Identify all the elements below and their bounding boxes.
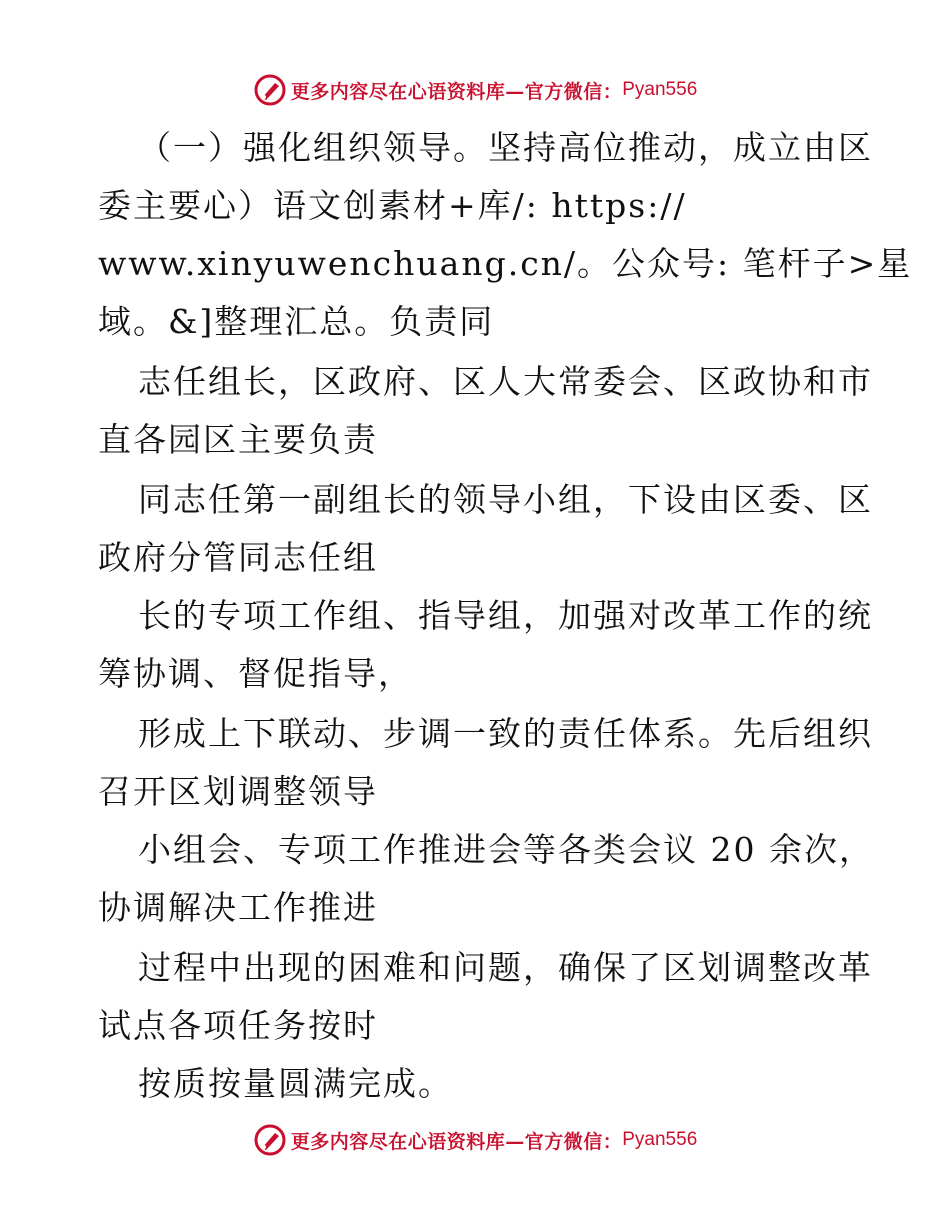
text-line: 直各园区主要负责 bbox=[98, 420, 378, 459]
footer-watermark-banner bbox=[0, 1120, 950, 1160]
text-line: （一）强化组织领导。坚持高位推动，成立由区 bbox=[138, 128, 873, 167]
footer-watermark-text: 更多内容尽在心语资料库—官方微信： bbox=[290, 1130, 623, 1153]
text-line: 协调解决工作推进 bbox=[98, 888, 378, 927]
text-line: 形成上下联动、步调一致的责任体系。先后组织 bbox=[138, 714, 873, 753]
header-watermark-id: Pyan556 bbox=[622, 79, 698, 100]
text-line: 召开区划调整领导 bbox=[98, 772, 378, 811]
text-line: 筹协调、督促指导， bbox=[98, 654, 413, 693]
footer-watermark-id: Pyan556 bbox=[622, 1129, 698, 1150]
text-line: 小组会、专项工作推进会等各类会议 20 余次， bbox=[138, 830, 874, 869]
text-line: 同志任第一副组长的领导小组，下设由区委、区 bbox=[138, 480, 873, 519]
pen-logo-icon bbox=[253, 1123, 287, 1157]
text-line: 域。&]整理汇总。负责同 bbox=[98, 302, 495, 341]
header-watermark-text: 更多内容尽在心语资料库—官方微信： bbox=[290, 80, 623, 103]
text-line: 志任组长，区政府、区人大常委会、区政协和市 bbox=[138, 362, 873, 401]
text-line: www.xinyuwenchuang.cn/。公众号: 笔杆子>星 bbox=[98, 244, 913, 283]
text-line: 过程中出现的困难和问题，确保了区划调整改革 bbox=[138, 948, 873, 987]
text-line: 试点各项任务按时 bbox=[98, 1006, 378, 1045]
text-line: 政府分管同志任组 bbox=[98, 538, 378, 577]
text-line: 按质按量圆满完成。 bbox=[138, 1064, 453, 1103]
text-line: 委主要心）语文创素材+库/: https:// bbox=[98, 186, 687, 225]
text-line: 长的专项工作组、指导组，加强对改革工作的统 bbox=[138, 596, 873, 635]
